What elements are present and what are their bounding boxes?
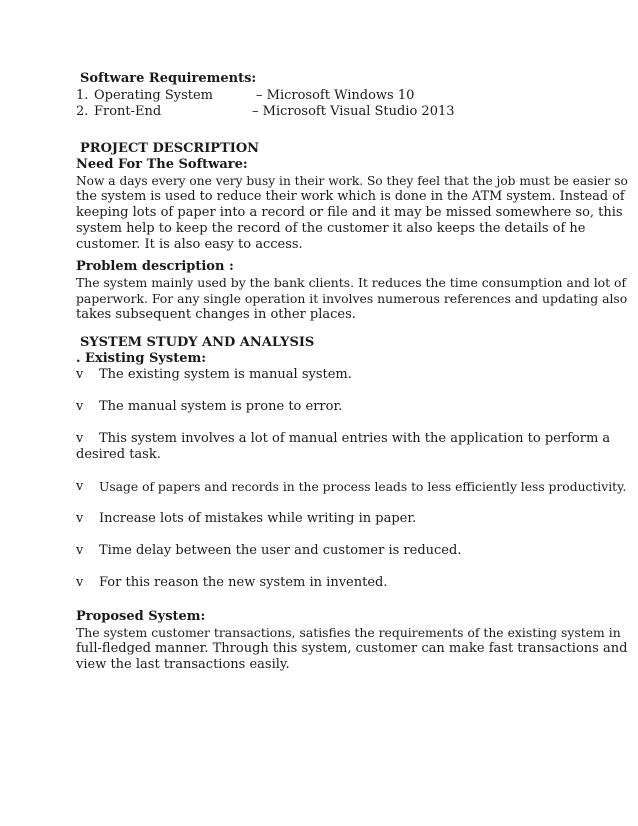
problem-paragraph-line: paperwork. For any single operation it involves numerous references and updating also	[76, 291, 628, 306]
bullet-marker: v	[76, 511, 84, 526]
bullet-marker: v	[76, 367, 84, 382]
requirement-item-frontend	[0, 104, 638, 120]
bullet-item	[0, 367, 638, 383]
bullet-marker: v	[76, 431, 84, 446]
bullet-text: For this reason the new system in invented.	[99, 575, 388, 590]
bullet-text: Time delay between the user and customer is reduced.	[99, 543, 462, 558]
requirement-number: 1.	[76, 88, 89, 103]
bullet-item	[0, 399, 638, 415]
requirement-value: – Microsoft Visual Studio 2013	[252, 104, 455, 119]
requirement-label: Front-End	[94, 104, 162, 119]
bullet-continuation: desired task.	[76, 447, 161, 462]
bullet-text: This system involves a lot of manual entries with the application to perform a	[99, 431, 611, 446]
need-paragraph-line: Now a days every one very busy in their work. So they feel that the job must be easier so	[76, 174, 628, 188]
proposed-paragraph-line: full-fledged manner. Through this system, customer can make fast transactions and	[76, 641, 628, 656]
need-paragraph-line: customer. It is also easy to access.	[76, 237, 303, 252]
proposed-system-heading: Proposed System:	[76, 609, 206, 624]
bullet-marker: v	[76, 399, 84, 414]
need-paragraph-line: the system is used to reduce their work which is done in the ATM system. Instead of	[76, 189, 625, 204]
bullet-item	[0, 511, 638, 527]
bullet-text: Increase lots of mistakes while writing in paper.	[99, 511, 417, 526]
requirement-item-os	[0, 88, 638, 104]
proposed-paragraph-line: view the last transactions easily.	[76, 657, 290, 672]
need-for-software-heading: Need For The Software:	[76, 157, 248, 172]
need-paragraph-line: keeping lots of paper into a record or file and it may be missed somewhere so, this	[76, 205, 623, 220]
bullet-marker: v	[76, 575, 84, 590]
need-paragraph-line: system help to keep the record of the customer it also keeps the details of he	[76, 221, 586, 236]
bullet-item	[0, 543, 638, 559]
bullet-text: The manual system is prone to error.	[99, 399, 343, 414]
bullet-item	[0, 575, 638, 591]
bullet-marker: v	[76, 479, 84, 494]
requirement-label: Operating System	[94, 88, 214, 103]
project-description-heading: PROJECT DESCRIPTION	[80, 141, 260, 156]
bullet-item	[0, 431, 638, 447]
bullet-item	[0, 479, 638, 495]
problem-description-heading: Problem description :	[76, 259, 234, 274]
requirement-number: 2.	[76, 104, 89, 119]
bullet-marker: v	[76, 543, 84, 558]
system-study-heading: SYSTEM STUDY AND ANALYSIS	[80, 335, 315, 350]
existing-system-heading: . Existing System:	[76, 351, 207, 366]
problem-paragraph-line: takes subsequent changes in other places.	[76, 307, 356, 322]
problem-paragraph-line: The system mainly used by the bank clients. It reduces the time consumption and lot of	[76, 275, 627, 290]
proposed-paragraph-line: The system customer transactions, satisfies the requirements of the existing system in	[76, 625, 621, 640]
requirement-value: – Microsoft Windows 10	[256, 88, 415, 103]
bullet-text: Usage of papers and records in the process leads to less efficiently less productivity.	[99, 480, 627, 494]
software-requirements-heading: Software Requirements:	[80, 71, 257, 86]
bullet-text: The existing system is manual system.	[99, 367, 352, 382]
